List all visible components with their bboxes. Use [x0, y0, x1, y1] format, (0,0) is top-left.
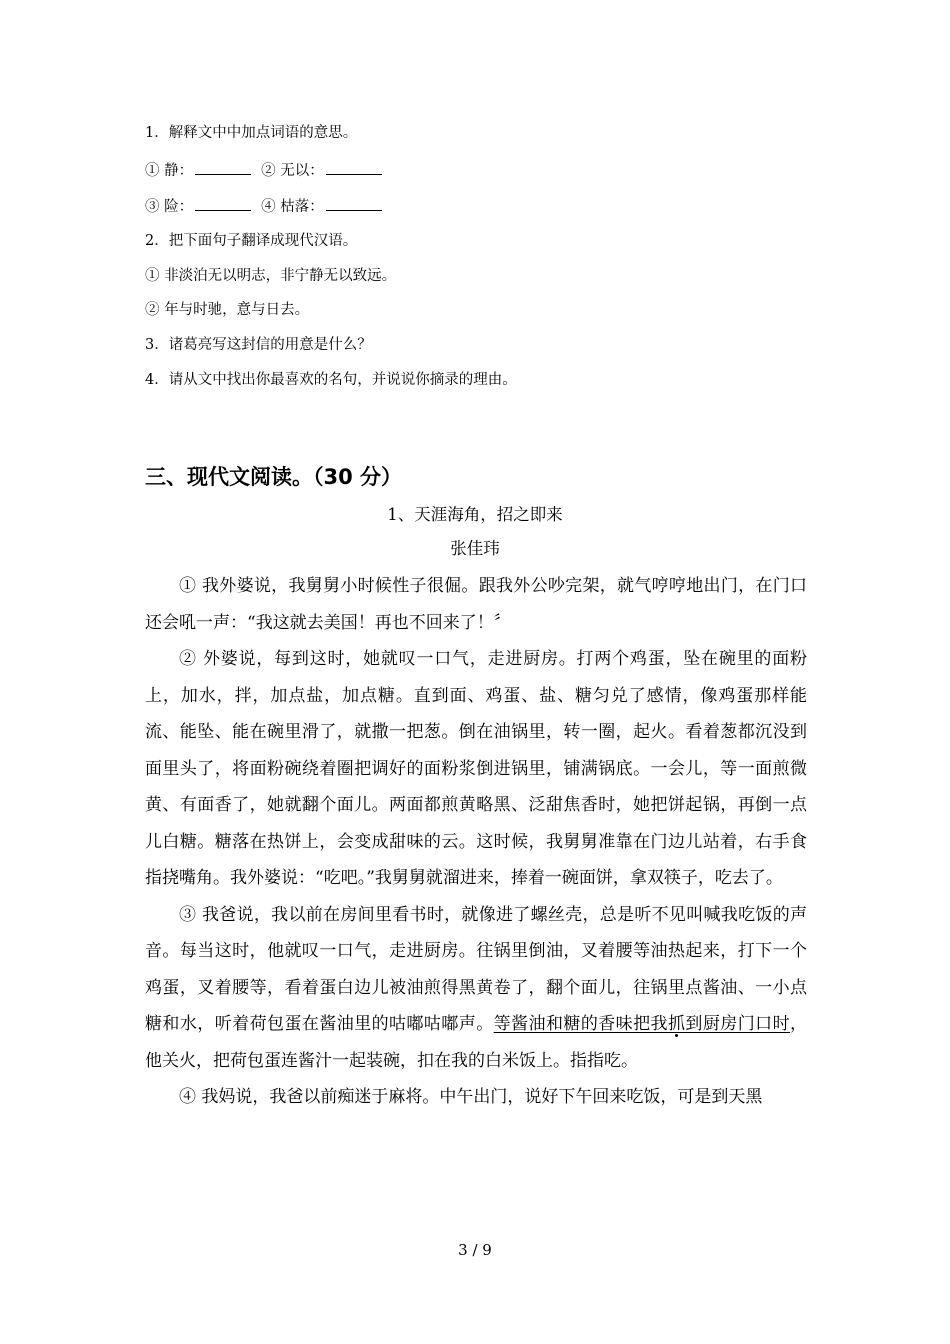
paragraph-1: ① 我外婆说，我舅舅小时候性子很倔。跟我外公吵完架，就气哼哼地出门，在门口还会吼一声：“我这就去美国！再也不回来了！〞 — [145, 576, 807, 633]
question-2: 2．把下面句子翻译成现代汉语。 — [145, 233, 358, 249]
paragraph-3 — [145, 897, 807, 1080]
underlined-phrase-1: 等酱油和糖的香味把我 — [493, 1014, 668, 1034]
paragraph-2: ② 外婆说，每到这时，她就叹一口气，走进厨房。打两个鸡蛋，坠在碗里的面粉上，加水，拌，加点盐，加点糖。直到面、鸡蛋、盐、糖匀兑了感情，像鸡蛋那样能流、能坠、能在碗里滑了，就撒一把葱。倒在油锅里，转一圈，起火。看着葱都沉没到面里头了，将面粉碗绕着圈把调好的面粉浆倒进锅里，铺满锅底。一会儿，等一面煎微黄、有面香了，她就翻个面儿。两面都煎黄略黑、泛甜焦香时，她把饼起锅，再倒一点儿白糖。糖落在热饼上，会变成甜味的云。这时候，我舅舅准靠在门边儿站着，右手食指挠嘴角。我外婆说：“吃吧。”我舅舅就溜进来，捧着一碗面饼，拿双筷子，吃去了。 — [145, 649, 807, 888]
question-4: 4．请从文中找出你最喜欢的名句，并说说你摘录的理由。 — [145, 372, 517, 388]
underlined-phrase-2: 到厨房门口时 — [685, 1014, 791, 1034]
answer-blank-kuluo[interactable] — [326, 196, 382, 211]
paragraph-3-text: ③ 我爸说，我以前在房间里看书时，就像进了螺丝壳，总是听不见叫喊我吃饭的声音。每当这时，他就叹一口气，走进厨房。往锅里倒油，叉着腰等油热起来，打下一个鸡蛋，叉着腰等，看着蛋白边儿被油煎得黑黄卷了，翻个面儿，往锅里点酱油、一小点糖和水，听着荷包蛋在酱油里的咕嘟咕嘟声。 — [145, 904, 807, 1034]
answer-blank-wuyi[interactable] — [326, 160, 382, 175]
blank-label-xian: ③ 险： — [145, 199, 194, 215]
question-1-row-2 — [145, 196, 392, 217]
question-3: 3．诸葛亮写这封信的用意是什么？ — [145, 337, 372, 353]
blank-label-kuluo: ④ 枯落： — [261, 199, 324, 215]
paragraph-3-text-end: ，他关火，把荷包蛋连酱汁一起装碗，扣在我的白米饭上。指指吃。 — [145, 1014, 808, 1071]
answer-blank-xian[interactable] — [195, 196, 251, 211]
article-author: 张佳玮 — [450, 539, 500, 558]
question-1-row-1 — [145, 160, 392, 181]
article-title: 1、天涯海角，招之即来 — [387, 505, 563, 524]
article-body — [145, 568, 807, 1116]
dotted-word: 抓 — [667, 1014, 686, 1034]
question-1: 1．解释文中中加点词语的意思。 — [145, 125, 358, 141]
question-2-sentence-1: ① 非淡泊无以明志，非宁静无以致远。 — [145, 268, 397, 284]
answer-blank-jing[interactable] — [195, 160, 251, 175]
blank-label-jing: ① 静： — [145, 163, 194, 179]
page-number: 3 / 9 — [458, 1241, 492, 1259]
question-2-sentence-2: ② 年与时驰，意与日去。 — [145, 302, 310, 318]
section-title: 三、现代文阅读。（30 分） — [145, 465, 403, 489]
paragraph-4: ④ 我妈说，我爸以前痴迷于麻将。中午出门，说好下午回来吃饭，可是到天黑 — [179, 1087, 763, 1107]
blank-label-wuyi: ② 无以： — [261, 163, 324, 179]
